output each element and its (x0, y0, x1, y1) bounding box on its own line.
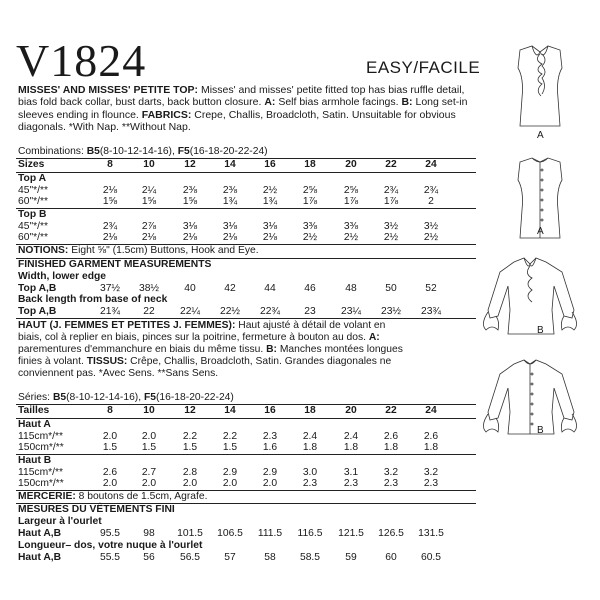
f5-code: F5 (143, 392, 156, 403)
table-cell: 22 (143, 306, 155, 317)
notions-label: NOTIONS: (18, 245, 69, 256)
table-cell: 2⅝ (343, 185, 359, 196)
haut-a-heading: Haut A (18, 419, 51, 430)
largeur-row (18, 528, 476, 540)
mesures-heading: MESURES DU VÊTEMENTS FINI (18, 504, 175, 515)
difficulty-label: EASY/FACILE (366, 58, 481, 77)
table-cell: 3½ (423, 221, 439, 232)
french-line-3 (18, 344, 403, 356)
table-cell: 1.5 (141, 442, 157, 453)
table-cell: 22¾ (259, 306, 281, 317)
divider (16, 172, 476, 173)
table-cell: 2.3 (423, 478, 439, 489)
table-cell: 18 (304, 159, 316, 170)
table-cell: 2.3 (383, 478, 399, 489)
table-cell: 2⅛ (222, 232, 238, 243)
table-cell: 2.6 (102, 467, 118, 478)
french-text: parementures d'emmanchure en biais du même tissu. (18, 344, 267, 355)
row-label: 115cm*/** (18, 431, 64, 442)
table-cell: 2.4 (302, 431, 318, 442)
table-cell: 23¼ (340, 306, 362, 317)
table-cell: 2⅞ (141, 221, 157, 232)
row-label: Top A,B (18, 306, 57, 317)
table-cell: 55.5 (99, 552, 121, 563)
fabrics-text: Crepe, Challis, Broadcloth, Satin. Unsuitable for obvious diagonals. *With Nap. **Without Nap. (18, 108, 456, 133)
metric-row-haut-b-150 (18, 478, 476, 490)
table-cell: 57 (224, 552, 236, 563)
view-a-label: A: (264, 96, 276, 109)
table-cell: 58 (264, 552, 276, 563)
table-cell: 2¾ (423, 185, 439, 196)
haut-b-heading: Haut B (18, 455, 52, 466)
table-cell: 56.5 (179, 552, 201, 563)
top-b-heading: Top B (18, 209, 47, 220)
row-label: 45"*/** (18, 185, 48, 196)
row-label: 150cm*/** (18, 478, 64, 489)
table-cell: 22¼ (179, 306, 201, 317)
french-text: biais, col à replier en biais, pinces sur la poitrine, fermeture à bouton au dos. (18, 332, 369, 343)
table-cell: 48 (345, 283, 357, 294)
divider (16, 454, 476, 455)
table-cell: 8 (107, 405, 113, 416)
table-cell: 22½ (219, 306, 241, 317)
english-desc-text: Misses' and misses' petite fitted top has bias ruffle detail, bias fold back collar, bust darts, back button closure. (18, 84, 465, 109)
table-cell: 2.0 (222, 478, 238, 489)
table-cell: 21¾ (99, 306, 121, 317)
table-cell: 46 (304, 283, 316, 294)
table-cell: 2.3 (262, 431, 278, 442)
table-cell: 2½ (262, 185, 278, 196)
table-cell: 16 (264, 405, 276, 416)
table-cell: 40 (184, 283, 196, 294)
top-b-back-sketch (462, 350, 596, 450)
table-cell: 16 (264, 159, 276, 170)
fabrics-label: FABRICS: (141, 108, 192, 121)
table-cell: 2⅝ (302, 185, 318, 196)
table-cell: 38½ (138, 283, 160, 294)
table-cell: 2½ (343, 232, 359, 243)
table-cell: 44 (264, 283, 276, 294)
table-cell: 56 (143, 552, 155, 563)
table-cell: 2⅜ (182, 185, 198, 196)
table-cell: 2.0 (141, 431, 157, 442)
table-cell: 2.0 (102, 431, 118, 442)
table-cell: 1.8 (343, 442, 359, 453)
table-cell: 22 (385, 159, 397, 170)
table-cell: 18 (304, 405, 316, 416)
table-cell: 1.8 (383, 442, 399, 453)
table-cell: 2⅛ (102, 232, 118, 243)
table-cell: 2¾ (102, 221, 118, 232)
table-cell: 23½ (380, 306, 402, 317)
table-cell: 2⅛ (262, 232, 278, 243)
table-cell: 2.8 (182, 467, 198, 478)
table-cell: 1.6 (262, 442, 278, 453)
back-length-heading: Back length from base of neck (18, 294, 168, 305)
table-cell: 14 (224, 159, 236, 170)
combinations-label: Combinations: (18, 146, 84, 157)
row-label: Haut A,B (18, 528, 62, 539)
table-cell: 2 (428, 196, 434, 207)
view-label: A (537, 130, 544, 141)
series-label: Séries: (18, 392, 51, 403)
table-cell: 59 (345, 552, 357, 563)
view-label: B (537, 325, 544, 336)
yardage-row-top-a-60 (18, 196, 476, 208)
yardage-row-top-b-60 (18, 232, 476, 244)
table-cell: 22 (385, 405, 397, 416)
table-cell: 2.9 (262, 467, 278, 478)
f5-code: F5 (177, 146, 190, 157)
table-cell: 1⅝ (141, 196, 157, 207)
b5-sizes: (8-10-12-14-16), (66, 392, 142, 403)
row-label: Top A,B (18, 283, 57, 294)
table-cell: 20 (345, 159, 357, 170)
table-cell: 1⅝ (102, 196, 118, 207)
table-cell: 106.5 (217, 528, 243, 539)
mercerie-line (18, 491, 207, 503)
table-cell: 2½ (383, 232, 399, 243)
french-text: finies à volant. (18, 356, 87, 367)
sizes-row (18, 159, 476, 171)
notions-line (18, 245, 259, 257)
table-cell: 3⅛ (222, 221, 238, 232)
table-cell: 1.8 (423, 442, 439, 453)
table-cell: 50 (385, 283, 397, 294)
table-cell: 2.3 (343, 478, 359, 489)
row-label: 45"*/** (18, 221, 48, 232)
french-line-2 (18, 332, 380, 344)
b5-sizes: (8-10-12-14-16), (99, 146, 175, 157)
f5-sizes: (16-18-20-22-24) (156, 392, 234, 403)
table-cell: 1.5 (222, 442, 238, 453)
table-cell: 1¾ (222, 196, 238, 207)
french-line-1 (18, 320, 385, 332)
table-cell: 37½ (99, 283, 121, 294)
table-cell: 3⅛ (182, 221, 198, 232)
table-cell: 2½ (302, 232, 318, 243)
table-cell: 20 (345, 405, 357, 416)
table-cell: 2⅛ (182, 232, 198, 243)
top-a-front-sketch (490, 38, 590, 138)
b5-code: B5 (52, 392, 67, 403)
table-cell: 60.5 (420, 552, 442, 563)
finished-measurements-heading: FINISHED GARMENT MEASUREMENTS (18, 259, 212, 270)
french-a-label: A: (368, 332, 380, 343)
english-title: MISSES' AND MISSES' PETITE TOP: (18, 84, 199, 96)
row-label: Haut A,B (18, 552, 62, 563)
divider (16, 318, 476, 319)
table-cell: 2½ (423, 232, 439, 243)
table-cell: 2.0 (262, 478, 278, 489)
table-cell: 2.2 (182, 431, 198, 442)
row-label: 60"*/** (18, 196, 48, 207)
table-cell: 3.0 (302, 467, 318, 478)
top-b-front-sketch (462, 250, 596, 350)
divider (16, 418, 476, 419)
longueur-heading: Longueur– dos, votre nuque à l'ourlet (18, 540, 203, 551)
row-label: 115cm*/** (18, 467, 64, 478)
notions-text: Eight ⅝" (1.5cm) Buttons, Hook and Eye. (68, 245, 259, 256)
french-line-5: conviennent pas. *Avec Sens. **Sans Sens. (18, 368, 219, 379)
table-cell: 111.5 (257, 528, 283, 539)
table-cell: 1⅞ (383, 196, 399, 207)
table-cell: 2.3 (302, 478, 318, 489)
french-line-4 (18, 356, 391, 368)
view-label: B (537, 425, 544, 436)
table-cell: 2.0 (182, 478, 198, 489)
table-cell: 131.5 (418, 528, 444, 539)
combinations-line (18, 146, 268, 157)
table-cell: 1.5 (182, 442, 198, 453)
top-a-heading: Top A (18, 173, 47, 184)
row-label: 60"*/** (18, 232, 48, 243)
table-cell: 2.6 (383, 431, 399, 442)
table-cell: 2.2 (222, 431, 238, 442)
table-cell: 12 (184, 405, 196, 416)
mercerie-text: 8 boutons de 1.5cm, Agrafe. (75, 491, 208, 502)
table-cell: 14 (224, 405, 236, 416)
french-text: Crêpe, Challis, Broadcloth, Satin. Grandes diagonales ne (127, 356, 392, 367)
mercerie-label: MERCERIE: (18, 491, 76, 502)
view-a-text: Self bias armhole facings. (275, 96, 402, 109)
table-cell: 3⅛ (262, 221, 278, 232)
table-cell: 2⅜ (222, 185, 238, 196)
table-cell: 2.0 (102, 478, 118, 489)
metric-row-haut-a-150 (18, 442, 476, 454)
table-cell: 2¾ (383, 185, 399, 196)
english-description (18, 84, 473, 133)
table-cell: 98 (143, 528, 155, 539)
row-label: Sizes (18, 159, 45, 170)
table-cell: 23 (304, 306, 316, 317)
table-cell: 3½ (383, 221, 399, 232)
table-cell: 60 (385, 552, 397, 563)
series-line (18, 392, 234, 403)
view-b-label: B: (401, 96, 413, 109)
tailles-row (18, 405, 476, 417)
table-cell: 10 (143, 159, 155, 170)
table-cell: 121.5 (338, 528, 364, 539)
french-text: Manches montées longues (276, 344, 403, 355)
table-cell: 3⅜ (302, 221, 318, 232)
table-cell: 42 (224, 283, 236, 294)
french-text: Haut ajusté à détail de volant en (235, 320, 386, 331)
table-cell: 2¼ (141, 185, 157, 196)
pattern-number: V1824 (16, 35, 147, 86)
table-cell: 3.2 (383, 467, 399, 478)
view-b-text: Long set-in sleeves ending in flounce. (18, 96, 468, 121)
divider (16, 208, 476, 209)
b5-code: B5 (86, 146, 100, 157)
table-cell: 1¾ (262, 196, 278, 207)
table-cell: 2.9 (222, 467, 238, 478)
row-label: 150cm*/** (18, 442, 64, 453)
table-cell: 2.0 (141, 478, 157, 489)
table-cell: 2.6 (423, 431, 439, 442)
table-cell: 23¾ (420, 306, 442, 317)
back-length-row (18, 306, 476, 318)
table-cell: 1.5 (102, 442, 118, 453)
table-cell: 116.5 (297, 528, 323, 539)
table-cell: 1.8 (302, 442, 318, 453)
table-cell: 3.1 (343, 467, 359, 478)
table-cell: 1⅝ (182, 196, 198, 207)
largeur-heading: Largeur à l'ourlet (18, 516, 102, 527)
table-cell: 8 (107, 159, 113, 170)
table-cell: 2.4 (343, 431, 359, 442)
table-cell: 52 (425, 283, 437, 294)
f5-sizes: (16-18-20-22-24) (189, 146, 268, 157)
table-cell: 12 (184, 159, 196, 170)
table-cell: 95.5 (99, 528, 121, 539)
view-label: A (537, 226, 544, 237)
table-cell: 2⅛ (141, 232, 157, 243)
table-cell: 3⅜ (343, 221, 359, 232)
table-cell: 24 (425, 405, 437, 416)
table-cell: 3.2 (423, 467, 439, 478)
french-title: HAUT (J. FEMMES ET PETITES J. FEMMES): (18, 320, 236, 331)
table-cell: 24 (425, 159, 437, 170)
french-b-label: B: (266, 344, 277, 355)
table-cell: 126.5 (378, 528, 404, 539)
width-heading: Width, lower edge (18, 271, 107, 282)
table-cell: 10 (143, 405, 155, 416)
table-cell: 58.5 (299, 552, 321, 563)
longueur-row (18, 552, 476, 564)
table-cell: 2.7 (141, 467, 157, 478)
table-cell: 101.5 (177, 528, 203, 539)
table-cell: 2⅛ (102, 185, 118, 196)
tissus-label: TISSUS: (86, 356, 128, 367)
table-cell: 1⅞ (343, 196, 359, 207)
row-label: Tailles (18, 405, 50, 416)
table-cell: 1⅞ (302, 196, 318, 207)
